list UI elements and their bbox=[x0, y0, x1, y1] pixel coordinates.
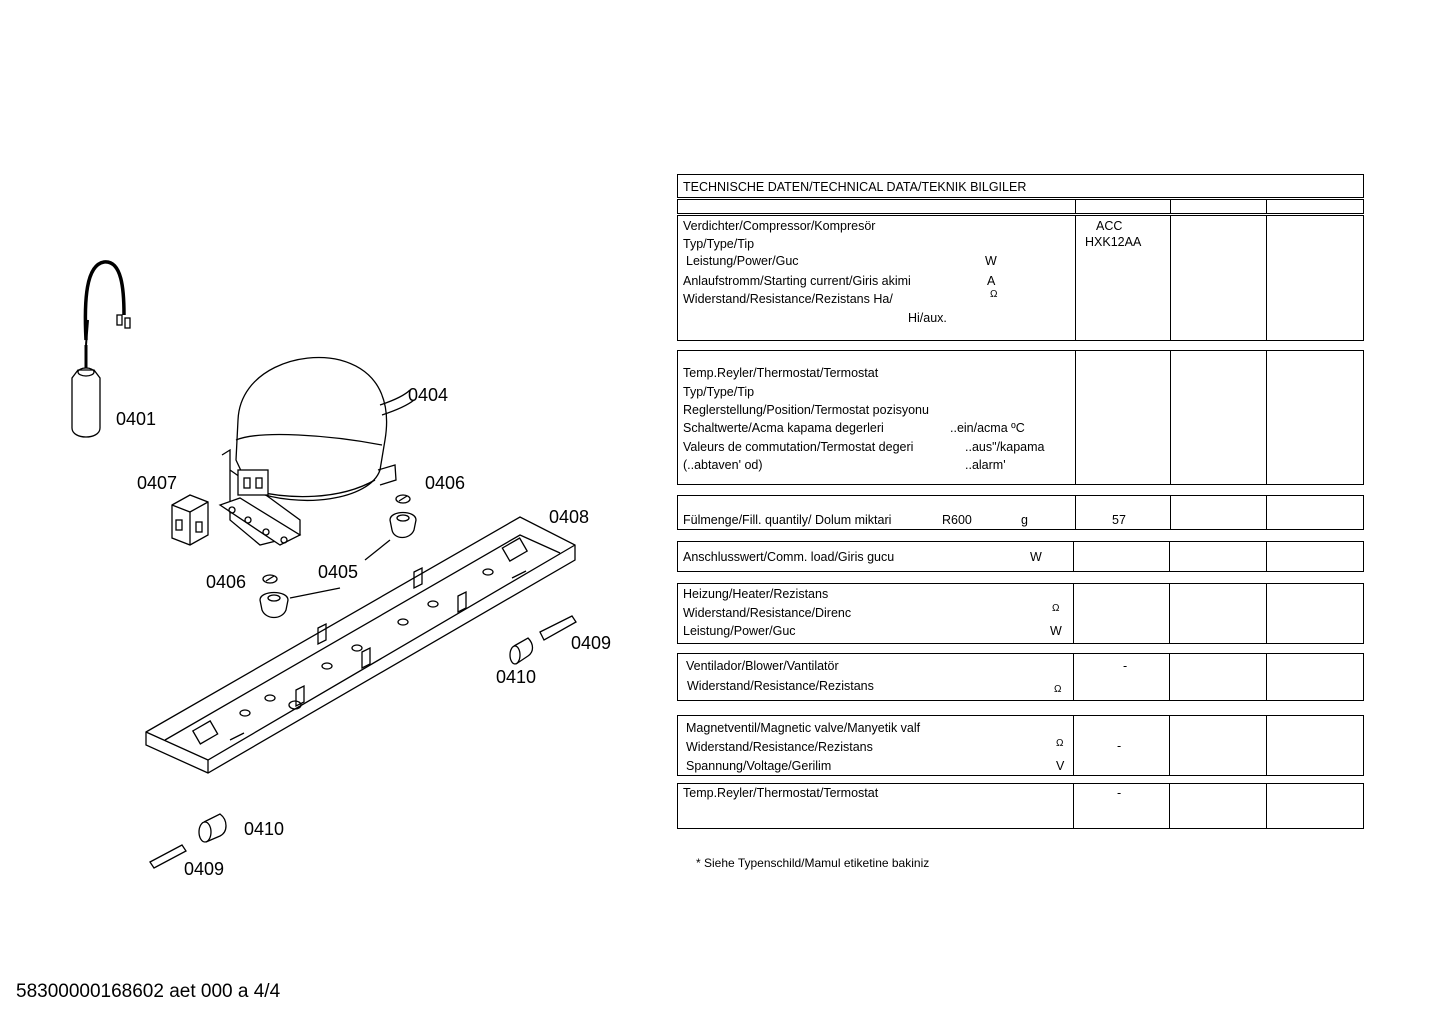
heater-resistance-label: Widerstand/Resistance/Direnc bbox=[683, 606, 852, 620]
compressor-current-unit: A bbox=[987, 274, 996, 288]
thermostat-position-label: Reglerstellung/Position/Termostat pozisyonu bbox=[683, 403, 929, 417]
compressor-make-value: ACC bbox=[1096, 219, 1123, 233]
part-label-0405: 0405 bbox=[318, 562, 359, 582]
fan-value: - bbox=[1123, 659, 1128, 673]
valve-voltage-label: Spannung/Voltage/Gerilim bbox=[686, 759, 832, 773]
thermostat-defrost-label: (..abtaven' od) bbox=[683, 458, 763, 472]
compressor-resistance-unit: Ω bbox=[990, 289, 998, 300]
part-label-0406-right: 0406 bbox=[425, 473, 466, 493]
part-label-0410-right: 0410 bbox=[496, 667, 537, 687]
valve-resistance-unit: Ω bbox=[1056, 738, 1064, 749]
footnote: * Siehe Typenschild/Mamul etiketine bakiniz bbox=[696, 856, 930, 870]
valve-voltage-unit: V bbox=[1056, 759, 1065, 773]
part-label-0404: 0404 bbox=[408, 385, 449, 405]
load-unit: W bbox=[1030, 550, 1042, 564]
thermostat-label: Temp.Reyler/Thermostat/Termostat bbox=[683, 366, 879, 380]
heater-power-label: Leistung/Power/Guc bbox=[683, 624, 796, 638]
compressor-aux-label: Hi/aux. bbox=[908, 311, 947, 325]
grommet-part-right bbox=[365, 495, 416, 560]
heater-label: Heizung/Heater/Rezistans bbox=[683, 587, 829, 601]
part-label-0409-bottom: 0409 bbox=[184, 859, 225, 879]
valve-value: - bbox=[1117, 739, 1122, 753]
thermostat-2-label: Temp.Reyler/Thermostat/Termostat bbox=[683, 786, 879, 800]
heater-resistance-unit: Ω bbox=[1052, 603, 1060, 614]
base-rail-part bbox=[146, 517, 575, 773]
heater-power-unit: W bbox=[1050, 624, 1062, 638]
thermostat-2-value: - bbox=[1117, 786, 1122, 800]
load-label: Anschlusswert/Comm. load/Giris gucu bbox=[683, 550, 895, 564]
compressor-power-unit: W bbox=[985, 254, 997, 268]
fill-refrigerant: R600 bbox=[942, 513, 972, 527]
fill-value: 57 bbox=[1112, 513, 1126, 527]
part-label-0407: 0407 bbox=[137, 473, 178, 493]
compressor-type-label: Typ/Type/Tip bbox=[683, 237, 755, 251]
valve-resistance-label: Widerstand/Resistance/Rezistans bbox=[686, 740, 873, 754]
thermostat-on-label: ..ein/acma ºC bbox=[950, 421, 1025, 435]
thermostat-off-label: ..aus"/kapama bbox=[965, 440, 1045, 454]
compressor-part bbox=[220, 358, 414, 546]
part-label-0408: 0408 bbox=[549, 507, 590, 527]
thermostat-alarm-label: ..alarm' bbox=[965, 458, 1006, 472]
relay-part bbox=[172, 495, 208, 545]
compressor-resistance-label: Widerstand/Resistance/Rezistans Ha/ bbox=[683, 292, 893, 306]
thermostat-type-label: Typ/Type/Tip bbox=[683, 385, 755, 399]
fill-unit: g bbox=[1021, 513, 1028, 527]
sleeve-part-right bbox=[510, 616, 576, 664]
part-label-0410-bottom: 0410 bbox=[244, 819, 285, 839]
thermostat-switch-label: Schaltwerte/Acma kapama degerleri bbox=[683, 421, 884, 435]
fan-resistance-unit: Ω bbox=[1054, 684, 1062, 695]
table-title: TECHNISCHE DATEN/TECHNICAL DATA/TEKNIK BILGILER bbox=[683, 180, 1027, 194]
column-header-row bbox=[677, 199, 1364, 214]
part-label-0401: 0401 bbox=[116, 409, 157, 429]
thermostat-values-label: Valeurs de commutation/Termostat degeri bbox=[683, 440, 914, 454]
part-label-0409-right: 0409 bbox=[571, 633, 612, 653]
compressor-label: Verdichter/Compressor/Kompresör bbox=[683, 219, 876, 233]
parts-drawing bbox=[0, 0, 660, 900]
compressor-power-label: Leistung/Power/Guc bbox=[686, 254, 799, 268]
compressor-current-label: Anlaufstromm/Starting current/Giris akimi bbox=[683, 274, 911, 288]
compressor-type-value: HXK12AA bbox=[1085, 235, 1142, 249]
valve-label: Magnetventil/Magnetic valve/Manyetik valf bbox=[686, 721, 921, 735]
document-footer: 58300000168602 aet 000 a 4/4 bbox=[16, 981, 281, 1002]
fan-resistance-label: Widerstand/Resistance/Rezistans bbox=[687, 679, 874, 693]
fan-label: Ventilador/Blower/Vantilatör bbox=[686, 659, 839, 673]
fill-label: Fülmenge/Fill. quantily/ Dolum miktari bbox=[683, 513, 892, 527]
part-label-0406-left: 0406 bbox=[206, 572, 247, 592]
